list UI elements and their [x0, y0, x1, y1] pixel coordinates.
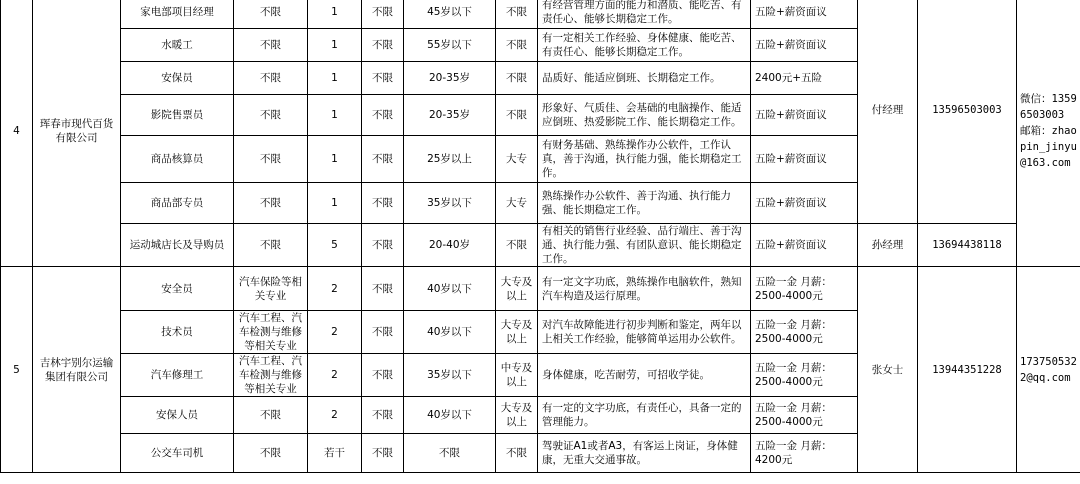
education-cell: 不限: [496, 224, 538, 267]
count-cell: 5: [308, 224, 362, 267]
position-cell: 家电部项目经理: [121, 0, 234, 29]
position-cell: 技术员: [121, 311, 234, 354]
count-cell: 1: [308, 136, 362, 183]
gender-cell: 不限: [362, 354, 404, 397]
major-cell: 不限: [234, 136, 308, 183]
gender-cell: 不限: [362, 224, 404, 267]
major-cell: 汽车工程、汽车检测与维修等相关专业: [234, 311, 308, 354]
contact-phone: 13944351228: [918, 267, 1017, 473]
position-cell: 运动城店长及导购员: [121, 224, 234, 267]
requirements-cell: 有经营管理方面的能力和潜质、能吃苦、有责任心、能够长期稳定工作。: [538, 0, 751, 29]
gender-cell: 不限: [362, 183, 404, 224]
salary-cell: 五险一金 月薪：2500-4000元: [751, 311, 858, 354]
contact-person: 孙经理: [858, 224, 918, 267]
age-cell: 45岁以下: [404, 0, 496, 29]
age-cell: 25岁以上: [404, 136, 496, 183]
age-cell: 20-40岁: [404, 224, 496, 267]
position-cell: 安保员: [121, 62, 234, 95]
position-cell: 商品部专员: [121, 183, 234, 224]
education-cell: 不限: [496, 0, 538, 29]
age-cell: 不限: [404, 434, 496, 473]
requirements-cell: 有一定文字功底，熟练操作电脑软件，熟知汽车构造及运行原理。: [538, 267, 751, 311]
age-cell: 40岁以下: [404, 267, 496, 311]
gender-cell: 不限: [362, 311, 404, 354]
salary-cell: 五险+薪资面议: [751, 0, 858, 29]
major-cell: 汽车保险等相关专业: [234, 267, 308, 311]
salary-cell: 2400元+五险: [751, 62, 858, 95]
gender-cell: 不限: [362, 136, 404, 183]
salary-cell: 五险+薪资面议: [751, 224, 858, 267]
count-cell: 1: [308, 29, 362, 62]
gender-cell: 不限: [362, 397, 404, 434]
position-cell: 商品核算员: [121, 136, 234, 183]
requirements-cell: 有一定相关工作经验、身体健康、能吃苦、有责任心、能够长期稳定工作。: [538, 29, 751, 62]
position-cell: 水暖工: [121, 29, 234, 62]
age-cell: 35岁以下: [404, 183, 496, 224]
gender-cell: 不限: [362, 267, 404, 311]
count-cell: 1: [308, 95, 362, 136]
age-cell: 35岁以下: [404, 354, 496, 397]
education-cell: 不限: [496, 62, 538, 95]
table-row: [1, 267, 1080, 311]
requirements-cell: 身体健康，吃苦耐劳，可招收学徒。: [538, 354, 751, 397]
position-cell: 汽车修理工: [121, 354, 234, 397]
education-cell: 不限: [496, 29, 538, 62]
contact-email: 1737505322@qq.com: [1017, 267, 1080, 473]
gender-cell: 不限: [362, 29, 404, 62]
major-cell: 不限: [234, 29, 308, 62]
contact-person: 付经理: [858, 0, 918, 224]
major-cell: 不限: [234, 0, 308, 29]
age-cell: 20-35岁: [404, 62, 496, 95]
salary-cell: 五险+薪资面议: [751, 95, 858, 136]
company-name: 吉林宇别尔运输集团有限公司: [33, 267, 121, 473]
count-cell: 1: [308, 0, 362, 29]
major-cell: 不限: [234, 434, 308, 473]
major-cell: 不限: [234, 62, 308, 95]
major-cell: 不限: [234, 224, 308, 267]
gender-cell: 不限: [362, 434, 404, 473]
education-cell: 大专及以上: [496, 267, 538, 311]
education-cell: 大专及以上: [496, 397, 538, 434]
major-cell: 不限: [234, 183, 308, 224]
education-cell: 中专及以上: [496, 354, 538, 397]
contact-phone: 13596503003: [918, 0, 1017, 224]
requirements-cell: 对汽车故障能进行初步判断和鉴定，两年以上相关工作经验，能够简单运用办公软件。: [538, 311, 751, 354]
requirements-cell: 有一定的文字功底，有责任心，具备一定的管理能力。: [538, 397, 751, 434]
age-cell: 20-35岁: [404, 95, 496, 136]
major-cell: 汽车工程、汽车检测与维修等相关专业: [234, 354, 308, 397]
table-row: [1, 224, 1080, 267]
count-cell: 2: [308, 267, 362, 311]
education-cell: 不限: [496, 434, 538, 473]
requirements-cell: 驾驶证A1或者A3，有客运上岗证，身体健康，无重大交通事故。: [538, 434, 751, 473]
education-cell: 大专及以上: [496, 311, 538, 354]
education-cell: 大专: [496, 183, 538, 224]
contact-phone: 13694438118: [918, 224, 1017, 267]
contact-person: 张女士: [858, 267, 918, 473]
contact-email: 微信：13596503003 邮箱：zhaopin_jinyu@163.com: [1017, 0, 1080, 267]
position-cell: 安全员: [121, 267, 234, 311]
salary-cell: 五险+薪资面议: [751, 183, 858, 224]
count-cell: 2: [308, 311, 362, 354]
major-cell: 不限: [234, 95, 308, 136]
requirements-cell: 形象好、气质佳、会基础的电脑操作、能适应倒班、热爱影院工作、能长期稳定工作。: [538, 95, 751, 136]
salary-cell: 五险+薪资面议: [751, 29, 858, 62]
count-cell: 若干: [308, 434, 362, 473]
count-cell: 2: [308, 354, 362, 397]
company-index: 4: [1, 0, 33, 267]
education-cell: 大专: [496, 136, 538, 183]
salary-cell: 五险一金 月薪：2500-4000元: [751, 354, 858, 397]
education-cell: 不限: [496, 95, 538, 136]
company-index: 5: [1, 267, 33, 473]
age-cell: 40岁以下: [404, 311, 496, 354]
table-row: [1, 0, 1080, 29]
requirements-cell: 熟练操作办公软件、善于沟通、执行能力强、能长期稳定工作。: [538, 183, 751, 224]
count-cell: 1: [308, 183, 362, 224]
salary-cell: 五险一金 月薪：2500-4000元: [751, 267, 858, 311]
age-cell: 40岁以下: [404, 397, 496, 434]
requirements-cell: 有相关的销售行业经验、品行端庄、善于沟通、执行能力强、有团队意识、能长期稳定工作。: [538, 224, 751, 267]
count-cell: 2: [308, 397, 362, 434]
count-cell: 1: [308, 62, 362, 95]
salary-cell: 五险一金 月薪：2500-4000元: [751, 397, 858, 434]
major-cell: 不限: [234, 397, 308, 434]
salary-cell: 五险一金 月薪：4200元: [751, 434, 858, 473]
gender-cell: 不限: [362, 0, 404, 29]
salary-cell: 五险+薪资面议: [751, 136, 858, 183]
requirements-cell: 有财务基础、熟练操作办公软件，工作认真，善于沟通，执行能力强，能长期稳定工作。: [538, 136, 751, 183]
gender-cell: 不限: [362, 95, 404, 136]
company-name: 珲春市现代百货有限公司: [33, 0, 121, 267]
requirements-cell: 品质好、能适应倒班、长期稳定工作。: [538, 62, 751, 95]
gender-cell: 不限: [362, 62, 404, 95]
position-cell: 安保人员: [121, 397, 234, 434]
age-cell: 55岁以下: [404, 29, 496, 62]
position-cell: 公交车司机: [121, 434, 234, 473]
position-cell: 影院售票员: [121, 95, 234, 136]
